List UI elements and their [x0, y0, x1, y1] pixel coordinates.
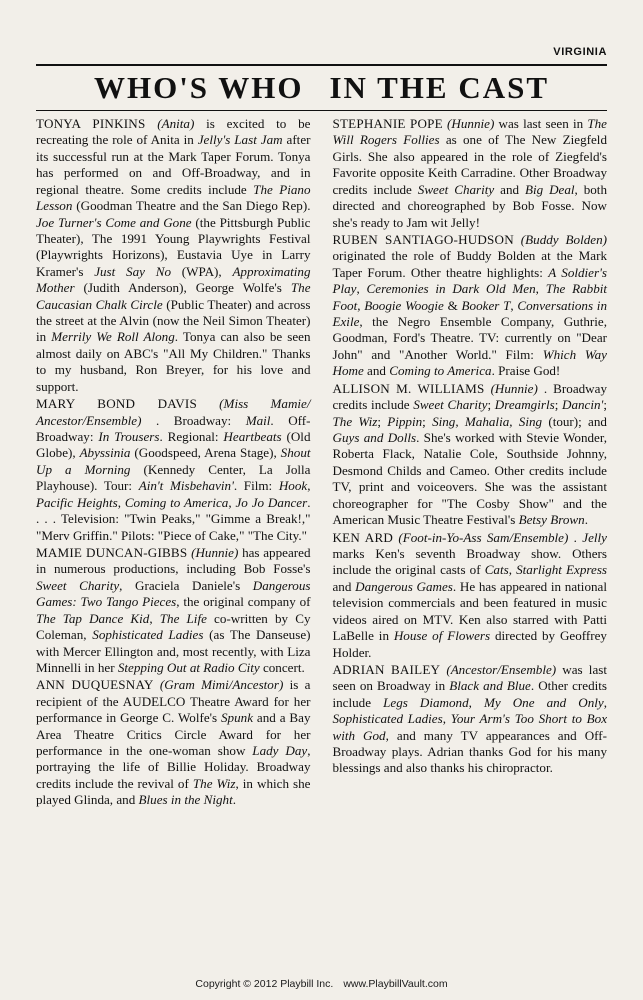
cast-bio-entry	[333, 232, 608, 380]
cast-member-name: MAMIE DUNCAN-GIBBS	[36, 544, 188, 560]
cast-member-bio-text: . Broadway credits include Sweet Charity; Dreamgirls; Dancin'; The Wiz; Pippin; Sing, Mahalia, Sing (tour); and Guys and Dolls. She's worked with Stevie Wonder, Roberta Flack, Natalie Cole, Southside Johnny, Desmond Childs and Cameo. Other credits include TV, print and voiceovers. She was the assistant choreographer for "The Cosby Show" and the American Music Theatre Festival's Betsy Brown.	[332, 380, 607, 528]
cast-bio-entry	[333, 662, 608, 777]
cast-member-bio-text: is a recipient of the AUDELCO Theatre Award for her performance in George C. Wolfe's Spunk and a Bay Area Theatre Critics Circle Award for her performance in the one-woman show Lady Day, portraying the life of Billie Holiday. Broadway credits include the revival of The Wiz, in which she played Glinda, and Blues in the Night.	[36, 677, 311, 808]
bio-columns	[36, 116, 607, 956]
cast-member-bio-text: is excited to be recreating the role of Anita in Jelly's Last Jam after its successful run at the Mark Taper Forum. Tonya has performed on and Off-Broadway, and in regional theatre. Some credits include The Piano Lesson (Goodman Theatre and the San Diego Rep). Joe Turner's Come and Gone (the Pittsburgh Public Theater), The 1991 Young Playwrights Festival (Playwrights Horizons), Eustavia Uye in Larry Kramer's Just Say No (WPA), Approximating Mother (Judith Anderson), George Wolfe's The Caucasian Chalk Circle (Public Theater) and across the street at the Alvin (now the Neil Simon Theater) in Merrily We Roll Along. Tonya can also be seen almost daily on ABC's "All My Children." Thanks to my husband, Ron Breyer, for his love and support.	[36, 116, 311, 394]
cast-member-bio-text: was last seen on Broadway in Black and Blue. Other credits include Legs Diamond, My One and Only, Sophisticated Ladies, Your Arm's Too Short to Box with God, and many TV appearances and Off-Broadway plays. Adrian thanks God for his many blessings and also thanks his chiropractor.	[332, 661, 608, 776]
cast-member-role: (Gram Mimi/Ancestor)	[159, 677, 284, 693]
footer-site-link[interactable]: www.PlaybillVault.com	[343, 978, 448, 990]
cast-member-role: (Ancestor/Ensemble)	[446, 661, 557, 677]
page-title-left: WHO'S WHO	[93, 70, 304, 105]
cast-member-bio-text: . Jelly marks Ken's seventh Broadway show. Others include the original casts of Cats, Starlight Express and Dangerous Games. He has appeared in national television commercials and been featured in music videos aired on MTV. Ken also starred with Patti LaBelle in House of Flowers directed by Geoffrey Holder.	[332, 529, 608, 660]
page-footer	[0, 978, 643, 990]
cast-member-name: TONYA PINKINS	[36, 116, 146, 131]
cast-member-name: MARY BOND DAVIS	[36, 396, 197, 412]
cast-member-name: ALLISON M. WILLIAMS	[332, 380, 485, 396]
top-rule	[36, 64, 607, 66]
cast-bio-entry	[333, 530, 608, 661]
cast-bio-entry	[333, 116, 608, 231]
cast-member-name: KEN ARD	[332, 529, 394, 545]
bio-column-right	[333, 116, 608, 956]
cast-member-role: (Hunnie)	[490, 380, 538, 396]
cast-member-bio-text: has appeared in numerous productions, including Bob Fosse's Sweet Charity, Graciela Daniele's Dangerous Games: Two Tango Pieces, the original company of The Tap Dance Kid, The Life co-written by Cy Coleman, Sophisticated Ladies (as The Danseuse) with Mercer Ellington and, most recently, with Liza Minnelli in her Stepping Out at Radio City concert.	[36, 544, 311, 675]
cast-member-role: (Anita)	[157, 116, 195, 131]
cast-member-bio-text: originated the role of Buddy Bolden at the Mark Taper Forum. Other theatre highlights: A Soldier's Play, Ceremonies in Dark Old Men, The Rabbit Foot, Boogie Woogie & Booker T, Conversations in Exile, the Negro Ensemble Company, Guthrie, Goodman, Ford's Theatre. TV: currently on "Dear John" and "Another World." Film: Which Way Home and Coming to America. Praise God!	[332, 248, 608, 379]
cast-member-name: ADRIAN BAILEY	[332, 661, 441, 677]
cast-member-bio-text: . Broadway: Mail. Off-Broadway: In Trousers. Regional: Heartbeats (Old Globe), Abyssinia (Goodspeed, Arena Stage), Shout Up a Morning (Kennedy Center, La Jolla Playhouse). Tour: Ain't Misbehavin'. Film: Hook, Pacific Heights, Coming to America, Jo Jo Dancer. . . . Television: "Twin Peaks," "Gimme a Break!," "Merv Griffin." Pilots: "Piece of Cake," "The City."	[36, 412, 311, 543]
cast-member-role: (Foot-in-Yo-Ass Sam/Ensemble)	[398, 529, 569, 545]
cast-member-role: (Hunnie)	[447, 116, 495, 131]
cast-member-name: RUBEN SANTIAGO-HUDSON	[332, 231, 514, 247]
cast-member-name: ANN DUQUESNAY	[36, 677, 154, 693]
cast-member-role: (Hunnie)	[191, 544, 239, 560]
cast-member-bio-text: was last seen in The Will Rogers Follies as one of The New Ziegfeld Girls. She also appeared in the role of Ziegfeld's Favorite opposite Keith Carradine. Other Broadway credits include Sweet Charity and Big Deal, both directed and choreographed by Bob Fosse. Now she's ready to Jam wit Jelly!	[332, 116, 607, 230]
page-title-right: IN THE CAST	[329, 70, 550, 105]
title-rule	[36, 110, 607, 111]
cast-member-name: STEPHANIE POPE	[332, 116, 443, 131]
running-head: VIRGINIA	[553, 46, 607, 58]
cast-bio-entry	[36, 545, 311, 676]
cast-member-role: (Miss Mamie/ Ancestor/Ensemble)	[36, 396, 311, 428]
cast-bio-entry	[36, 677, 311, 808]
cast-bio-entry	[333, 381, 608, 529]
footer-copyright: Copyright © 2012 Playbill Inc.	[195, 978, 334, 990]
page-title	[36, 70, 607, 106]
cast-bio-entry	[36, 116, 311, 395]
cast-member-role: (Buddy Bolden)	[520, 231, 607, 247]
cast-bio-entry	[36, 396, 311, 544]
bio-column-left	[36, 116, 311, 956]
